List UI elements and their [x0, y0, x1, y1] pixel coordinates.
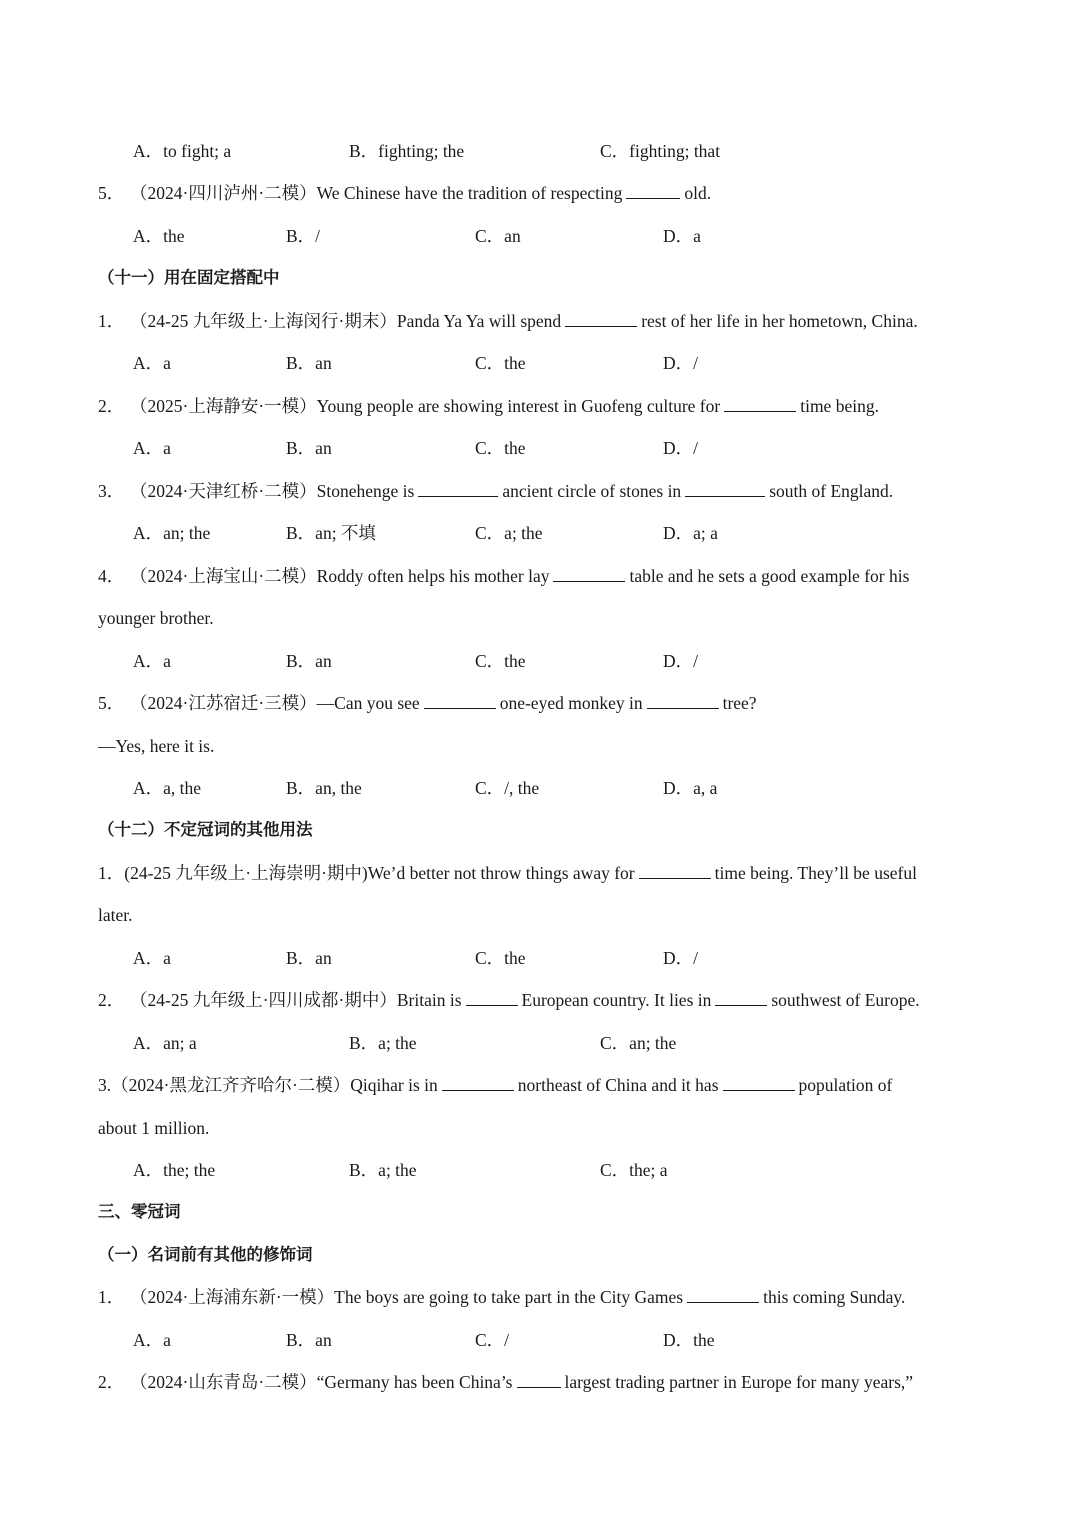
answer-blank: [715, 989, 767, 1006]
answer-blank: [639, 862, 711, 879]
question-source: （2024·江苏宿迁·三模）: [130, 693, 317, 713]
option-a: A．a: [133, 438, 171, 458]
answer-blank: [685, 480, 765, 497]
question-source: （24-25 九年级上·四川成都·期中）: [130, 990, 397, 1010]
option-a: A．the; the: [133, 1160, 216, 1180]
answer-blank: [424, 692, 496, 709]
section-title: （十一）用在固定搭配中: [98, 268, 280, 287]
question-2: 2． （2025·上海静安·一模）Young people are showing interest in Guofeng culture for time being.: [98, 396, 879, 416]
option-d: D．the: [663, 1330, 715, 1350]
option-d: D．/: [663, 353, 698, 373]
question-source: （2024·黑龙江齐齐哈尔·二模）: [111, 1075, 351, 1095]
question-4: 4． （2024·上海宝山·二模）Roddy often helps his mother lay table and he sets a good example for his: [98, 566, 910, 586]
question-1: 1． （24-25 九年级上·上海闵行·期末）Panda Ya Ya will spend rest of her life in her hometown, China.: [98, 311, 918, 331]
question-1: 1．(24-25 九年级上·上海崇明·期中)We’d better not throw things away for time being. They’ll be useful: [98, 863, 917, 883]
option-b: B．an: [286, 353, 332, 373]
question-source: （2025·上海静安·一模）: [130, 396, 317, 416]
question-source: （2024·天津红桥·二模）: [130, 481, 317, 501]
section-title: （十二）不定冠词的其他用法: [98, 820, 313, 839]
question-3: 3.（2024·黑龙江齐齐哈尔·二模）Qiqihar is in northeast of China and it has population of: [98, 1075, 893, 1095]
option-c: C．an; the: [600, 1033, 677, 1053]
option-b: B．a; the: [349, 1033, 417, 1053]
option-b: B．fighting; the: [349, 141, 465, 161]
option-a: A．a, the: [133, 778, 202, 798]
question-source: （24-25 九年级上·上海闵行·期末）: [130, 311, 397, 331]
question-source: (24-25 九年级上·上海崇明·期中): [124, 863, 368, 883]
option-c: C．the: [475, 438, 526, 458]
option-d: D．a, a: [663, 778, 718, 798]
option-b: B．an; 不填: [286, 523, 376, 543]
question-source: （2024·上海浦东新·一模）: [130, 1287, 335, 1307]
option-d: D．a: [663, 226, 701, 246]
option-c: C．a; the: [475, 523, 543, 543]
answer-blank: [565, 310, 637, 327]
question-3: 3． （2024·天津红桥·二模）Stonehenge is ancient circle of stones in south of England.: [98, 481, 894, 501]
answer-blank: [517, 1371, 561, 1388]
question-continuation: younger brother.: [98, 608, 214, 628]
question-source: （2024·山东青岛·二模）: [130, 1372, 317, 1392]
option-a: A．a: [133, 353, 171, 373]
question-5: 5． （2024·江苏宿迁·三模）—Can you see one-eyed monkey in tree?: [98, 693, 757, 713]
option-c: C．the: [475, 651, 526, 671]
answer-blank: [724, 395, 796, 412]
question-continuation: —Yes, here it is.: [98, 736, 215, 756]
question-continuation: about 1 million.: [98, 1118, 210, 1138]
option-b: B．a; the: [349, 1160, 417, 1180]
answer-blank: [687, 1286, 759, 1303]
question-5: 5． （2024·四川泸州·二模）We Chinese have the tradition of respecting old.: [98, 183, 712, 203]
option-a: A．an; the: [133, 523, 211, 543]
option-a: A．a: [133, 651, 171, 671]
option-a: A．an; a: [133, 1033, 197, 1053]
answer-blank: [723, 1074, 795, 1091]
question-source: （2024·上海宝山·二模）: [130, 566, 317, 586]
option-c: C．the; a: [600, 1160, 668, 1180]
option-b: B．/: [286, 226, 321, 246]
option-b: B．an: [286, 1330, 332, 1350]
option-c: C．an: [475, 226, 521, 246]
option-a: A．to fight; a: [133, 141, 232, 161]
option-a: A．a: [133, 948, 171, 968]
option-b: B．an: [286, 948, 332, 968]
option-b: B．an: [286, 438, 332, 458]
answer-blank: [647, 692, 719, 709]
option-c: C．the: [475, 353, 526, 373]
question-1: 1． （2024·上海浦东新·一模）The boys are going to take part in the City Games this coming Sunday.: [98, 1287, 906, 1307]
answer-blank: [442, 1074, 514, 1091]
option-c: C．the: [475, 948, 526, 968]
option-a: A．a: [133, 1330, 171, 1350]
option-d: D．/: [663, 438, 698, 458]
option-c: C．/, the: [475, 778, 540, 798]
part-title: 三、零冠词: [98, 1202, 181, 1221]
option-c: C．fighting; that: [600, 141, 721, 161]
option-d: D．/: [663, 651, 698, 671]
answer-blank: [626, 182, 680, 199]
section-title: （一）名词前有其他的修饰词: [98, 1245, 313, 1264]
question-continuation: later.: [98, 905, 133, 925]
option-c: C．/: [475, 1330, 510, 1350]
option-b: B．an: [286, 651, 332, 671]
option-a: A．the: [133, 226, 185, 246]
option-d: D．/: [663, 948, 698, 968]
question-2: 2． （24-25 九年级上·四川成都·期中）Britain is European country. It lies in southwest of Europe.: [98, 990, 920, 1010]
option-d: D．a; a: [663, 523, 718, 543]
answer-blank: [553, 565, 625, 582]
answer-blank: [466, 989, 518, 1006]
question-source: （2024·四川泸州·二模）: [130, 183, 317, 203]
question-2: 2． （2024·山东青岛·二模）“Germany has been China’s largest trading partner in Europe for many years,”: [98, 1372, 914, 1392]
option-b: B．an, the: [286, 778, 362, 798]
answer-blank: [418, 480, 498, 497]
